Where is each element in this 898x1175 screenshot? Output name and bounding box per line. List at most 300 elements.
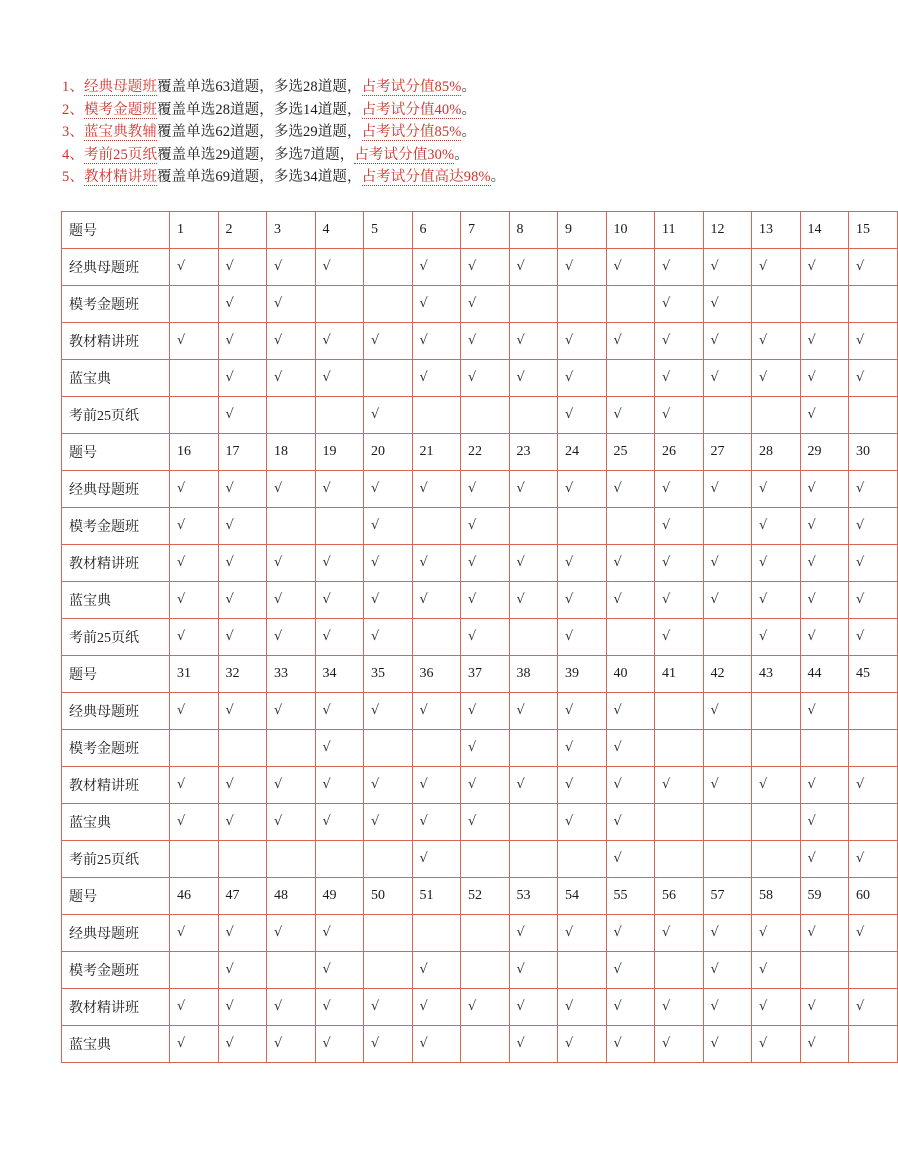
check-icon: √: [565, 481, 574, 496]
check-icon: √: [225, 777, 234, 792]
table-row: [62, 730, 898, 767]
coverage-cell-checked: [849, 582, 898, 619]
check-icon: √: [565, 333, 574, 348]
question-number-cell: 17: [218, 434, 267, 471]
check-icon: √: [759, 925, 768, 940]
coverage-cell-checked: [218, 989, 267, 1026]
coverage-cell-checked: [800, 323, 849, 360]
coverage-cell-empty: [170, 397, 219, 434]
question-number-cell: 44: [800, 656, 849, 693]
check-icon: √: [322, 814, 331, 829]
question-number-cell: 58: [752, 878, 801, 915]
coverage-cell-checked: [800, 693, 849, 730]
check-icon: √: [419, 259, 428, 274]
coverage-cell-empty: [558, 508, 607, 545]
check-icon: √: [177, 629, 186, 644]
coverage-cell-checked: [218, 508, 267, 545]
course-name-cell: 教材精讲班: [62, 323, 170, 360]
coverage-cell-checked: [752, 915, 801, 952]
coverage-cell-checked: [509, 582, 558, 619]
question-number-cell: 4: [315, 212, 364, 249]
coverage-cell-checked: [461, 286, 510, 323]
check-icon: √: [759, 777, 768, 792]
coverage-cell-checked: [606, 1026, 655, 1063]
coverage-cell-empty: [849, 397, 898, 434]
coverage-cell-checked: [218, 397, 267, 434]
check-icon: √: [710, 1036, 719, 1051]
table-row: [62, 841, 898, 878]
coverage-cell-checked: [558, 915, 607, 952]
course-name-cell: 模考金题班: [62, 730, 170, 767]
check-icon: √: [516, 259, 525, 274]
course-name-cell: 教材精讲班: [62, 545, 170, 582]
question-number-cell: 40: [606, 656, 655, 693]
coverage-cell-empty: [461, 1026, 510, 1063]
check-icon: √: [662, 370, 671, 385]
question-number-cell: 56: [655, 878, 704, 915]
coverage-cell-checked: [655, 508, 704, 545]
question-number-cell: 47: [218, 878, 267, 915]
question-number-cell: 41: [655, 656, 704, 693]
check-icon: √: [565, 1036, 574, 1051]
question-number-cell: 51: [412, 878, 461, 915]
coverage-cell-checked: [752, 249, 801, 286]
question-number-cell: 37: [461, 656, 510, 693]
coverage-cell-checked: [364, 397, 413, 434]
coverage-cell-empty: [703, 508, 752, 545]
coverage-cell-checked: [267, 767, 316, 804]
check-icon: √: [177, 814, 186, 829]
coverage-cell-checked: [606, 397, 655, 434]
coverage-cell-checked: [461, 508, 510, 545]
coverage-cell-checked: [655, 989, 704, 1026]
coverage-cell-checked: [170, 767, 219, 804]
check-icon: √: [274, 703, 283, 718]
coverage-cell-checked: [267, 619, 316, 656]
coverage-cell-empty: [364, 730, 413, 767]
coverage-cell-checked: [218, 249, 267, 286]
coverage-cell-checked: [509, 323, 558, 360]
question-number-row: [62, 212, 898, 249]
course-name-cell: 蓝宝典: [62, 804, 170, 841]
coverage-cell-checked: [752, 952, 801, 989]
coverage-cell-checked: [461, 582, 510, 619]
coverage-cell-checked: [315, 952, 364, 989]
check-icon: √: [274, 814, 283, 829]
coverage-cell-empty: [703, 730, 752, 767]
coverage-cell-empty: [849, 730, 898, 767]
coverage-cell-checked: [703, 952, 752, 989]
intro-middle: 覆盖单选63道题，多选28道题，: [156, 79, 362, 95]
coverage-cell-checked: [170, 693, 219, 730]
coverage-cell-empty: [170, 360, 219, 397]
coverage-cell-checked: [800, 1026, 849, 1063]
question-number-cell: 57: [703, 878, 752, 915]
check-icon: √: [759, 555, 768, 570]
intro-line: [62, 99, 768, 122]
check-icon: √: [419, 1036, 428, 1051]
question-number-cell: 45: [849, 656, 898, 693]
check-icon: √: [807, 629, 816, 644]
check-icon: √: [856, 777, 865, 792]
coverage-cell-empty: [752, 841, 801, 878]
coverage-cell-checked: [461, 619, 510, 656]
coverage-cell-empty: [800, 730, 849, 767]
coverage-cell-checked: [606, 841, 655, 878]
coverage-cell-empty: [703, 841, 752, 878]
check-icon: √: [613, 555, 622, 570]
question-number-cell: 34: [315, 656, 364, 693]
table-row: [62, 989, 898, 1026]
coverage-cell-empty: [752, 693, 801, 730]
coverage-cell-empty: [364, 249, 413, 286]
coverage-cell-checked: [315, 323, 364, 360]
coverage-cell-checked: [703, 286, 752, 323]
coverage-cell-checked: [752, 989, 801, 1026]
coverage-cell-empty: [218, 730, 267, 767]
check-icon: √: [274, 555, 283, 570]
check-icon: √: [807, 703, 816, 718]
check-icon: √: [565, 999, 574, 1014]
question-number-row: [62, 878, 898, 915]
check-icon: √: [177, 925, 186, 940]
check-icon: √: [856, 481, 865, 496]
coverage-cell-checked: [412, 249, 461, 286]
coverage-cell-checked: [509, 767, 558, 804]
question-number-cell: 21: [412, 434, 461, 471]
check-icon: √: [662, 1036, 671, 1051]
coverage-cell-checked: [849, 249, 898, 286]
question-number-cell: 53: [509, 878, 558, 915]
coverage-cell-checked: [364, 619, 413, 656]
check-icon: √: [225, 814, 234, 829]
check-icon: √: [322, 259, 331, 274]
coverage-cell-empty: [461, 915, 510, 952]
coverage-table: [61, 211, 898, 1063]
coverage-cell-checked: [655, 249, 704, 286]
check-icon: √: [710, 296, 719, 311]
coverage-cell-empty: [170, 730, 219, 767]
check-icon: √: [759, 999, 768, 1014]
coverage-cell-checked: [412, 582, 461, 619]
check-icon: √: [710, 333, 719, 348]
course-name-cell: 蓝宝典: [62, 582, 170, 619]
check-icon: √: [807, 999, 816, 1014]
check-icon: √: [274, 370, 283, 385]
check-icon: √: [468, 777, 477, 792]
intro-index: 5、: [62, 169, 84, 185]
coverage-cell-checked: [364, 508, 413, 545]
coverage-cell-checked: [509, 952, 558, 989]
intro-index: 1、: [62, 79, 84, 95]
question-number-cell: 32: [218, 656, 267, 693]
question-number-header: 题号: [62, 434, 170, 471]
coverage-cell-checked: [509, 545, 558, 582]
coverage-cell-checked: [655, 1026, 704, 1063]
coverage-cell-empty: [606, 508, 655, 545]
intro-score: 占考试分值85%: [361, 79, 462, 95]
check-icon: √: [468, 814, 477, 829]
intro-index: 3、: [62, 124, 84, 140]
check-icon: √: [662, 925, 671, 940]
question-number-cell: 18: [267, 434, 316, 471]
question-number-header: 题号: [62, 878, 170, 915]
coverage-cell-checked: [170, 804, 219, 841]
check-icon: √: [565, 555, 574, 570]
coverage-cell-checked: [655, 619, 704, 656]
coverage-cell-empty: [509, 508, 558, 545]
check-icon: √: [516, 370, 525, 385]
coverage-cell-empty: [412, 915, 461, 952]
check-icon: √: [274, 333, 283, 348]
check-icon: √: [662, 296, 671, 311]
coverage-cell-checked: [752, 619, 801, 656]
check-icon: √: [856, 370, 865, 385]
check-icon: √: [613, 999, 622, 1014]
coverage-cell-empty: [849, 693, 898, 730]
coverage-cell-empty: [364, 952, 413, 989]
question-number-cell: 9: [558, 212, 607, 249]
question-number-row: [62, 434, 898, 471]
check-icon: √: [322, 1036, 331, 1051]
check-icon: √: [807, 1036, 816, 1051]
check-icon: √: [274, 259, 283, 274]
check-icon: √: [419, 962, 428, 977]
coverage-cell-checked: [558, 323, 607, 360]
check-icon: √: [710, 962, 719, 977]
check-icon: √: [177, 999, 186, 1014]
question-number-header: 题号: [62, 656, 170, 693]
question-number-cell: 14: [800, 212, 849, 249]
coverage-cell-checked: [170, 508, 219, 545]
coverage-cell-checked: [218, 952, 267, 989]
check-icon: √: [516, 962, 525, 977]
check-icon: √: [322, 629, 331, 644]
question-number-cell: 6: [412, 212, 461, 249]
check-icon: √: [613, 259, 622, 274]
check-icon: √: [468, 740, 477, 755]
coverage-table-body: [62, 212, 898, 1063]
coverage-cell-empty: [364, 360, 413, 397]
check-icon: √: [468, 481, 477, 496]
check-icon: √: [565, 592, 574, 607]
table-row: [62, 360, 898, 397]
check-icon: √: [516, 999, 525, 1014]
intro-end: 。: [461, 79, 477, 95]
coverage-cell-checked: [267, 323, 316, 360]
table-row: [62, 471, 898, 508]
check-icon: √: [710, 999, 719, 1014]
course-name-cell: 教材精讲班: [62, 989, 170, 1026]
check-icon: √: [807, 518, 816, 533]
check-icon: √: [371, 999, 380, 1014]
coverage-cell-empty: [509, 804, 558, 841]
coverage-cell-checked: [849, 508, 898, 545]
check-icon: √: [856, 925, 865, 940]
coverage-cell-checked: [703, 545, 752, 582]
check-icon: √: [322, 962, 331, 977]
coverage-cell-checked: [752, 582, 801, 619]
check-icon: √: [807, 407, 816, 422]
coverage-cell-checked: [412, 1026, 461, 1063]
table-row: [62, 1026, 898, 1063]
coverage-cell-checked: [412, 841, 461, 878]
check-icon: √: [468, 259, 477, 274]
question-number-cell: 16: [170, 434, 219, 471]
check-icon: √: [759, 629, 768, 644]
check-icon: √: [710, 555, 719, 570]
check-icon: √: [274, 592, 283, 607]
check-icon: √: [807, 851, 816, 866]
check-icon: √: [274, 999, 283, 1014]
check-icon: √: [565, 814, 574, 829]
table-row: [62, 582, 898, 619]
check-icon: √: [322, 555, 331, 570]
coverage-cell-checked: [218, 286, 267, 323]
intro-product: 考前25页纸: [83, 146, 158, 163]
check-icon: √: [468, 999, 477, 1014]
coverage-cell-checked: [267, 989, 316, 1026]
coverage-cell-checked: [267, 249, 316, 286]
check-icon: √: [419, 296, 428, 311]
coverage-cell-checked: [315, 804, 364, 841]
coverage-cell-checked: [703, 1026, 752, 1063]
coverage-cell-checked: [849, 360, 898, 397]
coverage-cell-empty: [364, 841, 413, 878]
check-icon: √: [274, 925, 283, 940]
coverage-cell-empty: [509, 730, 558, 767]
question-number-cell: 31: [170, 656, 219, 693]
intro-middle: 覆盖单选28道题，多选14道题，: [156, 101, 362, 118]
check-icon: √: [565, 925, 574, 940]
check-icon: √: [759, 481, 768, 496]
check-icon: √: [856, 333, 865, 348]
coverage-cell-checked: [606, 545, 655, 582]
coverage-cell-checked: [461, 693, 510, 730]
coverage-cell-checked: [461, 323, 510, 360]
check-icon: √: [613, 925, 622, 940]
check-icon: √: [710, 370, 719, 385]
coverage-cell-checked: [703, 767, 752, 804]
check-icon: √: [371, 407, 380, 422]
coverage-cell-checked: [364, 1026, 413, 1063]
check-icon: √: [613, 740, 622, 755]
check-icon: √: [274, 296, 283, 311]
coverage-cell-checked: [558, 1026, 607, 1063]
question-number-cell: 11: [655, 212, 704, 249]
coverage-cell-empty: [703, 619, 752, 656]
question-number-cell: 28: [752, 434, 801, 471]
coverage-cell-checked: [509, 360, 558, 397]
question-number-cell: 54: [558, 878, 607, 915]
check-icon: √: [322, 333, 331, 348]
question-number-cell: 2: [218, 212, 267, 249]
check-icon: √: [613, 777, 622, 792]
check-icon: √: [613, 962, 622, 977]
coverage-cell-checked: [558, 397, 607, 434]
check-icon: √: [371, 1036, 380, 1051]
check-icon: √: [468, 370, 477, 385]
intro-score: 占考试分值40%: [361, 101, 462, 118]
coverage-cell-checked: [800, 989, 849, 1026]
coverage-cell-checked: [170, 545, 219, 582]
coverage-cell-checked: [655, 471, 704, 508]
coverage-cell-checked: [558, 619, 607, 656]
coverage-cell-checked: [655, 915, 704, 952]
coverage-cell-checked: [606, 730, 655, 767]
check-icon: √: [759, 333, 768, 348]
coverage-cell-checked: [412, 989, 461, 1026]
check-icon: √: [613, 333, 622, 348]
coverage-cell-empty: [703, 397, 752, 434]
coverage-cell-checked: [558, 360, 607, 397]
coverage-cell-checked: [315, 619, 364, 656]
coverage-cell-checked: [606, 323, 655, 360]
course-name-cell: 模考金题班: [62, 508, 170, 545]
coverage-cell-empty: [315, 397, 364, 434]
check-icon: √: [807, 925, 816, 940]
coverage-cell-checked: [461, 989, 510, 1026]
coverage-cell-checked: [364, 545, 413, 582]
coverage-cell-checked: [655, 582, 704, 619]
question-number-cell: 13: [752, 212, 801, 249]
check-icon: √: [274, 1036, 283, 1051]
coverage-cell-checked: [849, 767, 898, 804]
question-number-cell: 23: [509, 434, 558, 471]
question-number-cell: 35: [364, 656, 413, 693]
coverage-cell-checked: [315, 989, 364, 1026]
coverage-cell-checked: [461, 471, 510, 508]
check-icon: √: [807, 555, 816, 570]
coverage-cell-checked: [849, 989, 898, 1026]
coverage-cell-empty: [509, 619, 558, 656]
coverage-cell-empty: [655, 952, 704, 989]
coverage-cell-checked: [218, 804, 267, 841]
coverage-cell-empty: [558, 286, 607, 323]
coverage-cell-checked: [509, 693, 558, 730]
coverage-cell-empty: [315, 286, 364, 323]
coverage-cell-checked: [315, 249, 364, 286]
check-icon: √: [225, 703, 234, 718]
coverage-cell-empty: [752, 286, 801, 323]
coverage-cell-checked: [461, 730, 510, 767]
coverage-cell-checked: [606, 989, 655, 1026]
coverage-cell-checked: [218, 545, 267, 582]
coverage-cell-checked: [752, 1026, 801, 1063]
coverage-cell-checked: [800, 397, 849, 434]
check-icon: √: [468, 296, 477, 311]
check-icon: √: [225, 407, 234, 422]
check-icon: √: [516, 1036, 525, 1051]
intro-middle: 覆盖单选69道题，多选34道题，: [156, 169, 362, 185]
coverage-cell-checked: [849, 915, 898, 952]
coverage-cell-empty: [315, 841, 364, 878]
intro-line: [62, 144, 768, 167]
coverage-cell-checked: [170, 619, 219, 656]
check-icon: √: [662, 592, 671, 607]
check-icon: √: [807, 777, 816, 792]
check-icon: √: [807, 814, 816, 829]
intro-score: 占考试分值85%: [361, 124, 462, 140]
check-icon: √: [613, 481, 622, 496]
coverage-cell-checked: [703, 360, 752, 397]
intro-line: [62, 166, 768, 189]
coverage-table-wrapper: [61, 211, 870, 1063]
check-icon: √: [371, 703, 380, 718]
coverage-cell-empty: [606, 619, 655, 656]
coverage-cell-checked: [267, 582, 316, 619]
coverage-cell-checked: [655, 545, 704, 582]
